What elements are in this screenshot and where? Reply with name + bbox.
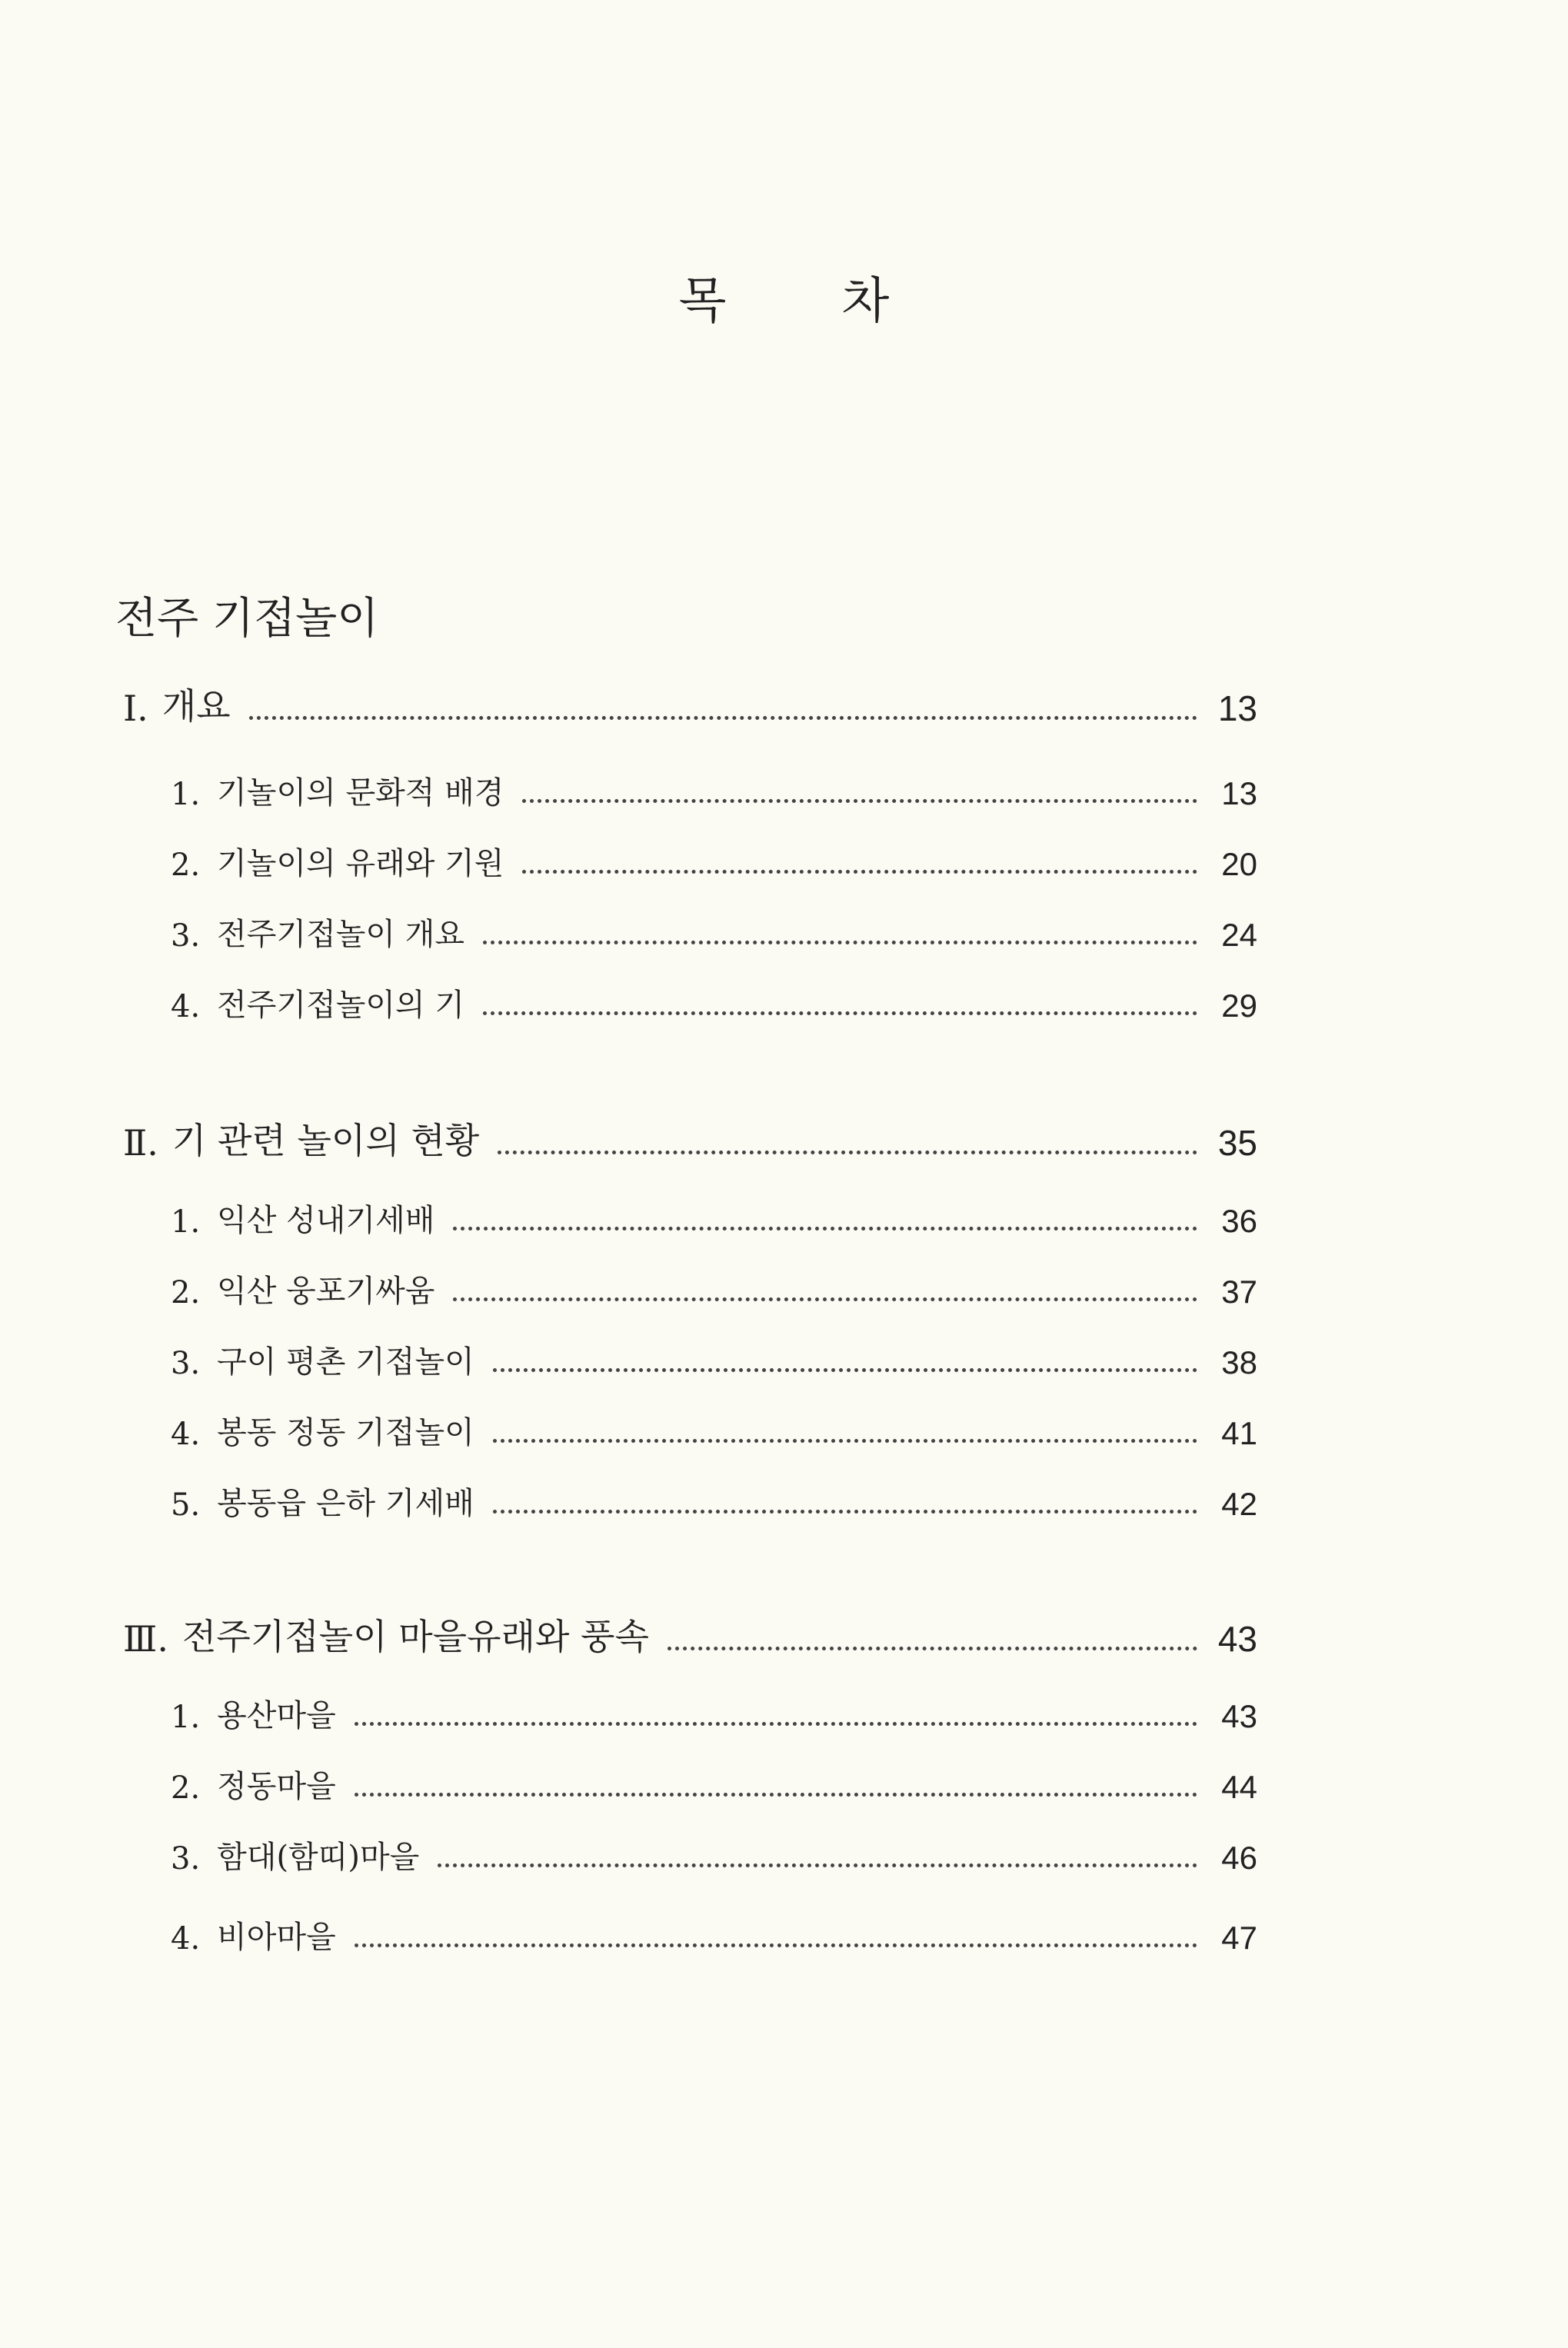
section-number: 2. bbox=[171, 1770, 201, 1806]
section-title: 용산마을 bbox=[217, 1698, 336, 1734]
section-title: 익산 웅포기싸움 bbox=[217, 1274, 435, 1309]
page-number: 13 bbox=[1221, 775, 1257, 811]
toc-section-2-1[interactable] bbox=[171, 1194, 1257, 1240]
section-number: 1. bbox=[171, 1204, 201, 1240]
page-title-char-1: 목 bbox=[678, 273, 727, 330]
toc-chapter-3[interactable] bbox=[123, 1614, 1257, 1660]
dot-leader bbox=[483, 1011, 1197, 1015]
chapter-title: 기 관련 놀이의 현황 bbox=[171, 1120, 480, 1161]
toc-section-1-3[interactable] bbox=[171, 908, 1257, 954]
page-number: 38 bbox=[1221, 1344, 1257, 1380]
section-title: 전주기접놀이의 기 bbox=[217, 987, 465, 1023]
toc-section-3-2[interactable] bbox=[171, 1760, 1257, 1806]
section-title: 봉동읍 은하 기세배 bbox=[217, 1486, 474, 1521]
page-title-char-2: 차 bbox=[841, 273, 890, 330]
section-number: 5. bbox=[171, 1487, 201, 1523]
page-number: 37 bbox=[1221, 1274, 1257, 1310]
page-number: 42 bbox=[1221, 1486, 1257, 1522]
section-title: 구이 평촌 기접놀이 bbox=[217, 1344, 474, 1380]
section-number: 3. bbox=[171, 1841, 201, 1877]
page-number: 41 bbox=[1221, 1415, 1257, 1451]
section-title: 전주기접놀이 개요 bbox=[217, 917, 465, 952]
dot-leader bbox=[522, 799, 1197, 803]
dot-leader bbox=[522, 870, 1197, 874]
section-number: 1. bbox=[171, 777, 201, 812]
section-number: 2. bbox=[171, 848, 201, 883]
toc-chapter-2[interactable] bbox=[123, 1117, 1257, 1164]
section-number: 1. bbox=[171, 1700, 201, 1735]
page-number: 36 bbox=[1221, 1203, 1257, 1239]
page-number: 44 bbox=[1221, 1769, 1257, 1805]
toc-section-3-1[interactable] bbox=[171, 1689, 1257, 1735]
dot-leader bbox=[355, 1943, 1197, 1947]
section-number: 3. bbox=[171, 1346, 201, 1381]
dot-leader bbox=[493, 1368, 1197, 1372]
page-number: 13 bbox=[1217, 688, 1257, 728]
book-title: 전주 기접놀이 bbox=[115, 594, 379, 644]
dot-leader bbox=[355, 1793, 1197, 1797]
section-number: 3. bbox=[171, 918, 201, 954]
toc-section-3-3[interactable] bbox=[171, 1830, 1257, 1877]
page-number: 43 bbox=[1221, 1698, 1257, 1734]
toc-chapter-1[interactable] bbox=[123, 683, 1257, 729]
section-title: 정동마을 bbox=[217, 1769, 336, 1804]
page-number: 24 bbox=[1221, 917, 1257, 953]
section-number: 2. bbox=[171, 1275, 201, 1311]
dot-leader bbox=[667, 1647, 1197, 1650]
section-title: 비아마을 bbox=[217, 1920, 336, 1955]
chapter-title: 전주기접놀이 마을유래와 풍속 bbox=[181, 1616, 649, 1657]
section-title: 기놀이의 문화적 배경 bbox=[217, 775, 504, 811]
toc-section-1-1[interactable] bbox=[171, 766, 1257, 812]
dot-leader bbox=[498, 1151, 1197, 1154]
page-number: 46 bbox=[1221, 1840, 1257, 1876]
dot-leader bbox=[249, 716, 1197, 720]
section-number: 4. bbox=[171, 1921, 201, 1957]
chapter-title: 개요 bbox=[161, 685, 231, 727]
dot-leader bbox=[438, 1863, 1197, 1867]
toc-section-2-4[interactable] bbox=[171, 1406, 1257, 1452]
section-number: 4. bbox=[171, 1417, 201, 1452]
toc-section-1-4[interactable] bbox=[171, 978, 1257, 1024]
chapter-number: Ⅲ. bbox=[123, 1618, 168, 1660]
dot-leader bbox=[453, 1297, 1197, 1301]
page-number: 47 bbox=[1221, 1920, 1257, 1956]
toc-section-2-3[interactable] bbox=[171, 1335, 1257, 1381]
dot-leader bbox=[453, 1227, 1197, 1231]
section-title: 함대(함띠)마을 bbox=[217, 1840, 420, 1875]
dot-leader bbox=[355, 1722, 1197, 1726]
dot-leader bbox=[493, 1510, 1197, 1514]
section-title: 봉동 정동 기접놀이 bbox=[217, 1415, 474, 1450]
page-number: 20 bbox=[1221, 846, 1257, 882]
toc-section-3-4[interactable] bbox=[171, 1910, 1257, 1957]
toc-section-2-5[interactable] bbox=[171, 1477, 1257, 1523]
toc-section-2-2[interactable] bbox=[171, 1264, 1257, 1311]
section-number: 4. bbox=[171, 989, 201, 1024]
page-number: 43 bbox=[1217, 1619, 1257, 1659]
section-title: 익산 성내기세배 bbox=[217, 1203, 435, 1238]
page-number: 35 bbox=[1217, 1123, 1257, 1163]
page-title bbox=[0, 261, 1568, 332]
dot-leader bbox=[493, 1439, 1197, 1443]
chapter-number: Ⅰ. bbox=[123, 688, 148, 729]
section-title: 기놀이의 유래와 기원 bbox=[217, 846, 504, 881]
toc-section-1-2[interactable] bbox=[171, 837, 1257, 883]
chapter-number: Ⅱ. bbox=[123, 1122, 158, 1164]
page-number: 29 bbox=[1221, 987, 1257, 1024]
dot-leader bbox=[483, 941, 1197, 944]
